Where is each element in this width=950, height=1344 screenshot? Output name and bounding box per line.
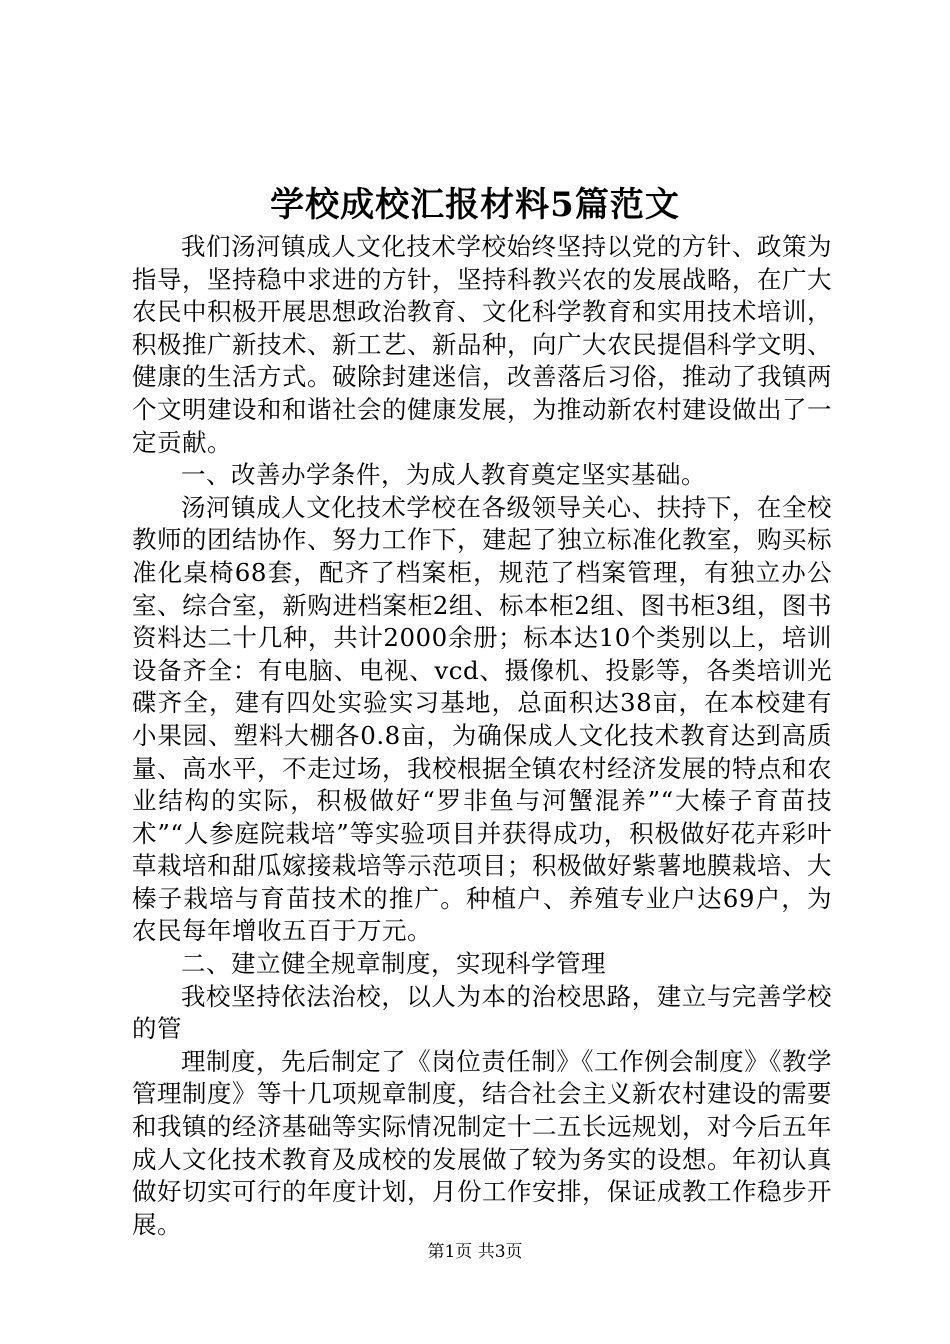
paragraph-intro: 我们汤河镇成人文化技术学校始终坚持以党的方针、政策为指导，坚持稳中求进的方针，坚持科教兴农的发展战略，在广大农民中积极开展思想政治教育、文化科学教育和实用技术培训，积极推广新技术、新工艺、新品种，向广大农民提倡科学文明、健康的生活方式。破除封建迷信，改善落后习俗，推动了我镇两个文明建设和和谐社会的健康发展，为推动新农村建设做出了一定贡献。 [132,232,832,457]
paragraph-management-rules: 理制度，先后制定了《岗位责任制》《工作例会制度》《教学管理制度》等十几项规章制度，结合社会主义新农村建设的需要和我镇的经济基础等实际情况制定十二五长远规划，对今后五年成人文化技术教育及成校的发展做了较为务实的设想。年初认真做好切实可行的年度计划，月份工作安排，保证成教工作稳步开展。 [132,1046,832,1239]
page-number: 第1页 共3页 [427,1242,523,1262]
document-title: 学校成校汇报材料5篇范文 [270,185,680,225]
paragraph-management-start: 我校坚持依法治校，以人为本的治校思路，建立与完善学校的管 [132,981,832,1044]
document-body [132,231,832,1241]
section-heading-1: 一、改善办学条件，为成人教育奠定坚实基础。 [181,460,706,490]
section-heading-2: 二、建立健全规章制度，实现科学管理 [181,949,606,979]
paragraph-facilities: 汤河镇成人文化技术学校在各级领导关心、扶持下，在全校教师的团结协作、努力工作下，建起了独立标准化教室，购买标准化桌椅68套，配齐了档案柜，规范了档案管理，有独立办公室、综合室，新购进档案柜2组、标本柜2组、图书柜3组，图书资料达二十几种，共计2000余册；标本达10个类别以上，培训设备齐全：有电脑、电视、vcd、摄像机、投影等，各类培训光碟齐全，建有四处实验实习基地，总面积达38亩，在本校建有小果园、塑料大棚各0.8亩，为确保成人文化技术教育达到高质量、高水平，不走过场，我校根据全镇农村经济发展的特点和农业结构的实际，积极做好“罗非鱼与河蟹混养”“大榛子育苗技术”“人参庭院栽培”等实验项目并获得成功，积极做好花卉彩叶草栽培和甜瓜嫁接栽培等示范项目；积极做好紫薯地膜栽培、大榛子栽培与育苗技术的推广。种植户、养殖专业户达69户，为农民每年增收五百于万元。 [132,492,832,946]
